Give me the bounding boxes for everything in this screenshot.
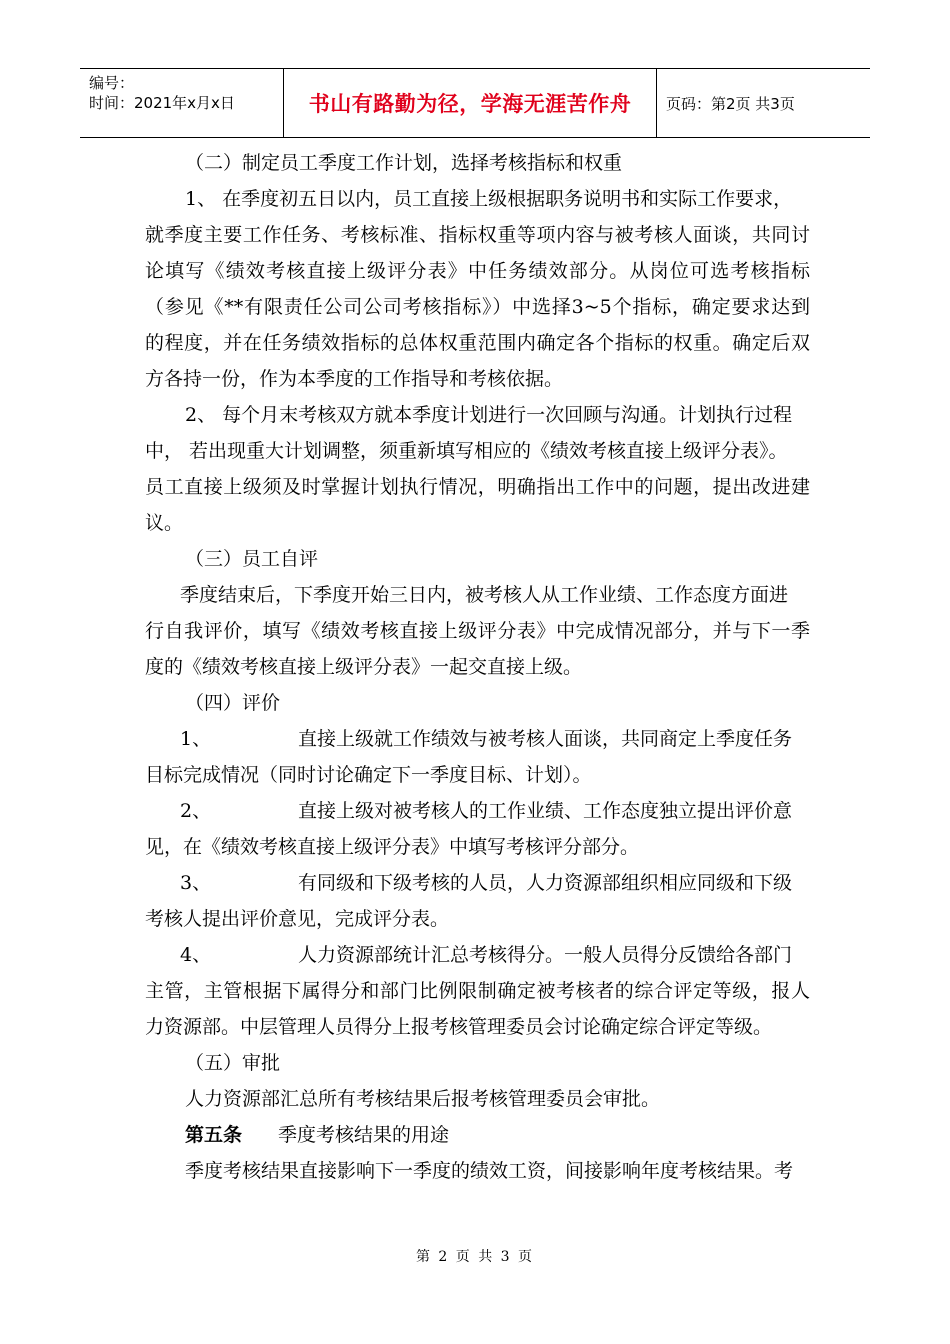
paragraph-line: 人力资源部汇总所有考核结果后报考核管理委员会审批。 — [185, 1088, 661, 1110]
paragraph-line: 季度考核结果直接影响下一季度的绩效工资，间接影响年度考核结果。考 — [185, 1160, 794, 1182]
paragraph-line: 的程度，并在任务绩效指标的总体权重范围内确定各个指标的权重。确定后双 — [145, 332, 810, 354]
paragraph-line: 直接上级就工作绩效与被考核人面谈，共同商定上季度任务 — [298, 728, 793, 750]
paragraph-line: 行自我评价，填写《绩效考核直接上级评分表》中完成情况部分，并与下一季 — [145, 620, 810, 642]
document-body — [145, 150, 810, 1194]
article-label: 第五条 — [185, 1124, 243, 1146]
paragraph-line: 季度结束后，下季度开始三日内，被考核人从工作业绩、工作态度方面进 — [180, 584, 789, 606]
paragraph-line: 力资源部。中层管理人员得分上报考核管理委员会讨论确定综合评定等级。 — [145, 1016, 773, 1038]
section-heading: （二）制定员工季度工作计划，选择考核指标和权重 — [185, 152, 623, 174]
document-header — [80, 68, 870, 138]
paragraph-line: 主管，主管根据下属得分和部门比例限制确定被考核者的综合评定等级，报人 — [145, 980, 810, 1002]
paragraph-line: 见，在《绩效考核直接上级评分表》中填写考核评分部分。 — [145, 836, 640, 858]
numbered-item — [145, 798, 810, 824]
number-label: 编号： — [89, 74, 135, 92]
paragraph-line: 中， 若出现重大计划调整，须重新填写相应的《绩效考核直接上级评分表》。 — [145, 440, 788, 462]
paragraph-line: 目标完成情况（同时讨论确定下一季度目标、计划）。 — [145, 764, 592, 786]
paragraph-line: 方各持一份，作为本季度的工作指导和考核依据。 — [145, 368, 564, 390]
header-page-code: 页码：第2页 共3页 — [666, 94, 795, 113]
article-heading — [145, 1122, 810, 1148]
paragraph-line: 就季度主要工作任务、考核标准、指标权重等项内容与被考核人面谈，共同讨 — [145, 224, 810, 246]
item-number: 3、 — [180, 872, 212, 894]
paragraph-line: （参见《**有限责任公司公司考核指标》）中选择3~5个指标，确定要求达到 — [145, 296, 810, 318]
item-number: 2、 — [180, 800, 212, 822]
item-number: 4、 — [180, 944, 212, 966]
paragraph-line: 有同级和下级考核的人员，人力资源部组织相应同级和下级 — [298, 872, 793, 894]
item-number: 1、 — [180, 728, 212, 750]
numbered-item — [145, 726, 810, 752]
paragraph-line: 直接上级对被考核人的工作业绩、工作态度独立提出评价意 — [298, 800, 793, 822]
section-heading: （四）评价 — [185, 692, 281, 714]
time-label: 时间：2021年x月x日 — [89, 94, 235, 112]
section-heading: （五）审批 — [185, 1052, 281, 1074]
paragraph-line: 员工直接上级须及时掌握计划执行情况，明确指出工作中的问题，提出改进建 — [145, 476, 810, 498]
paragraph-line: 议。 — [145, 512, 184, 534]
paragraph-line: 考核人提出评价意见，完成评分表。 — [145, 908, 450, 930]
section-heading: （三）员工自评 — [185, 548, 319, 570]
paragraph-line: 人力资源部统计汇总考核得分。一般人员得分反馈给各部门 — [298, 944, 793, 966]
numbered-item — [145, 942, 810, 968]
paragraph-line: 1、 在季度初五日以内，员工直接上级根据职务说明书和实际工作要求， — [185, 188, 793, 210]
article-title: 季度考核结果的用途 — [278, 1124, 450, 1146]
header-motto: 书山有路勤为径，学海无涯苦作舟 — [283, 69, 657, 137]
paragraph-line: 论填写《绩效考核直接上级评分表》中任务绩效部分。从岗位可选考核指标 — [145, 260, 810, 282]
page-footer: 第 2 页 共 3 页 — [415, 1249, 535, 1265]
header-meta — [80, 69, 283, 137]
numbered-item — [145, 870, 810, 896]
paragraph-line: 2、 每个月末考核双方就本季度计划进行一次回顾与沟通。计划执行过程 — [185, 404, 793, 426]
paragraph-line: 度的《绩效考核直接上级评分表》一起交直接上级。 — [145, 656, 583, 678]
